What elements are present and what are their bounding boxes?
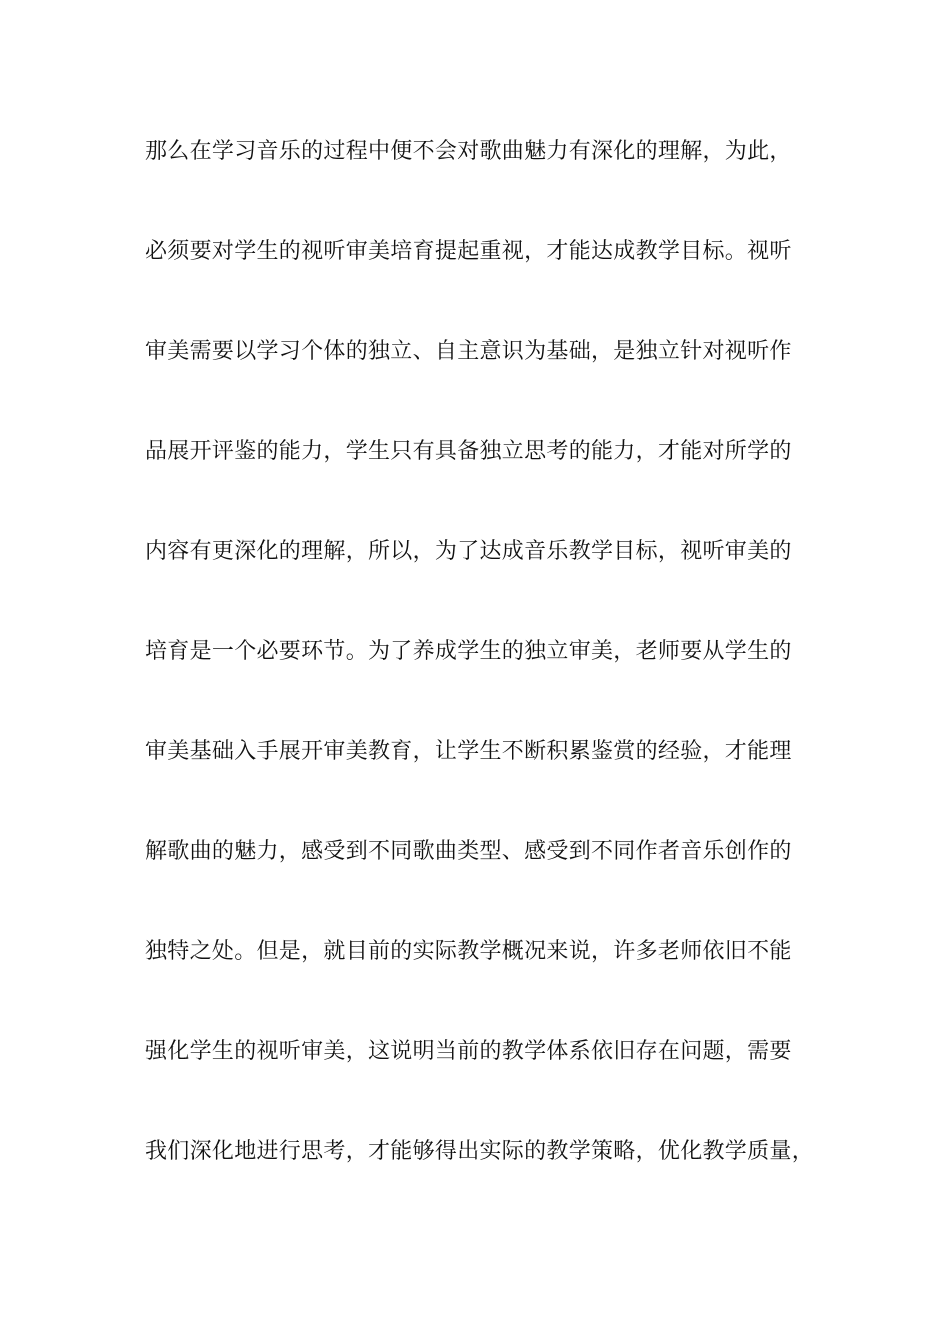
text-line-2: 必须要对学生的视听审美培育提起重视，才能达成教学目标。视听	[145, 239, 792, 264]
text-line-4: 品展开评鉴的能力，学生只有具备独立思考的能力，才能对所学的	[145, 439, 792, 464]
text-line-6: 培育是一个必要环节。为了养成学生的独立审美，老师要从学生的	[145, 639, 792, 664]
text-line-10: 强化学生的视听审美，这说明当前的教学体系依旧存在问题，需要	[145, 1039, 792, 1064]
text-line-9: 独特之处。但是，就目前的实际教学概况来说，许多老师依旧不能	[145, 939, 792, 964]
text-line-8: 解歌曲的魅力，感受到不同歌曲类型、感受到不同作者音乐创作的	[145, 839, 792, 864]
text-line-5: 内容有更深化的理解，所以，为了达成音乐教学目标，视听审美的	[145, 539, 792, 564]
text-line-11: 我们深化地进行思考，才能够得出实际的教学策略，优化教学质量，	[145, 1139, 815, 1164]
text-line-3: 审美需要以学习个体的独立、自主意识为基础，是独立针对视听作	[145, 339, 792, 364]
text-line-7: 审美基础入手展开审美教育，让学生不断积累鉴赏的经验，才能理	[145, 739, 792, 764]
body-text	[145, 130, 825, 1230]
text-line-1: 那么在学习音乐的过程中便不会对歌曲魅力有深化的理解，为此，	[145, 139, 792, 164]
